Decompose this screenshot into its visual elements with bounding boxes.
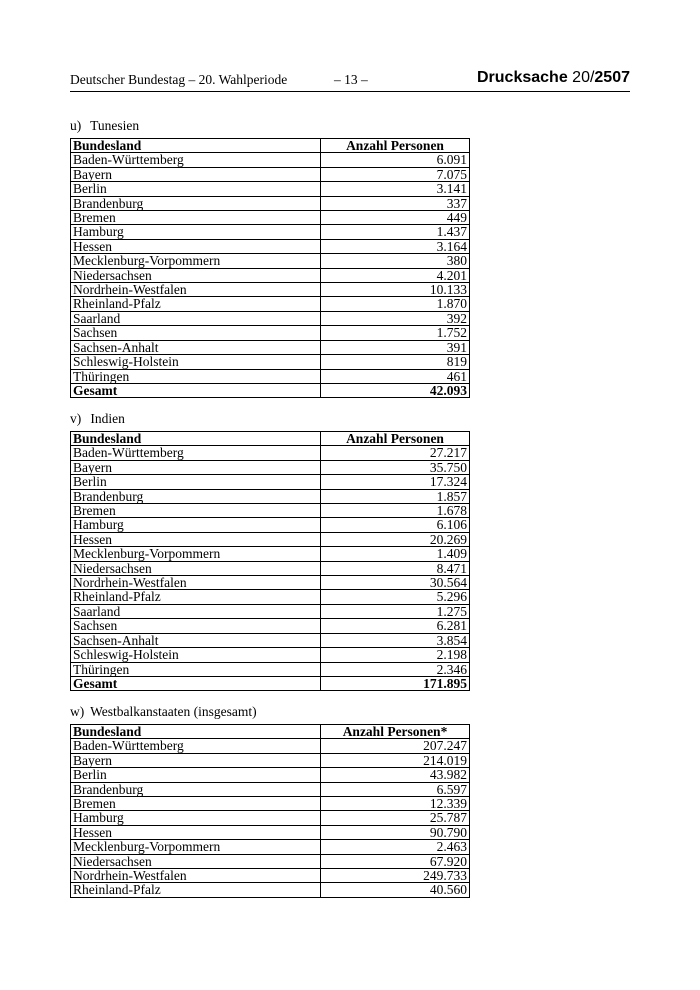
state-name-cell: Thüringen <box>71 662 321 676</box>
header-doc-label: Drucksache <box>477 69 568 86</box>
table-row <box>71 311 470 325</box>
count-cell: 249.733 <box>321 869 470 883</box>
section-country: Westbalkanstaaten (insgesamt) <box>90 704 257 719</box>
table-row <box>71 182 470 196</box>
state-name-cell: Thüringen <box>71 369 321 383</box>
state-name-cell: Bremen <box>71 504 321 518</box>
count-cell: 337 <box>321 196 470 210</box>
state-name-cell: Rheinland-Pfalz <box>71 297 321 311</box>
count-cell: 6.597 <box>321 782 470 796</box>
table-row <box>71 196 470 210</box>
total-row <box>71 383 470 397</box>
column-header-state: Bundesland <box>71 139 321 153</box>
table-row <box>71 460 470 474</box>
column-header-state: Bundesland <box>71 725 321 739</box>
table-row <box>71 340 470 354</box>
page-header <box>70 69 630 92</box>
column-header-count: Anzahl Personen <box>321 139 470 153</box>
table-row <box>71 662 470 676</box>
table-row <box>71 355 470 369</box>
state-name-cell: Baden-Württemberg <box>71 153 321 167</box>
section-title <box>70 411 470 431</box>
state-name-cell: Sachsen <box>71 619 321 633</box>
count-cell: 67.920 <box>321 854 470 868</box>
count-cell: 214.019 <box>321 753 470 767</box>
data-table <box>70 431 470 691</box>
state-name-cell: Bremen <box>71 797 321 811</box>
section-letter: u) <box>70 118 82 133</box>
count-cell: 1.437 <box>321 225 470 239</box>
count-cell: 380 <box>321 254 470 268</box>
table-row <box>71 475 470 489</box>
section-indien <box>70 411 470 691</box>
column-header-count: Anzahl Personen* <box>321 725 470 739</box>
state-name-cell: Sachsen-Anhalt <box>71 340 321 354</box>
section-tunesien <box>70 118 470 398</box>
header-doc-period: 20/ <box>567 69 595 86</box>
state-name-cell: Niedersachsen <box>71 561 321 575</box>
table-row <box>71 167 470 181</box>
state-name-cell: Baden-Württemberg <box>71 739 321 753</box>
data-table <box>70 138 470 398</box>
state-name-cell: Brandenburg <box>71 196 321 210</box>
total-label: Gesamt <box>71 383 321 397</box>
total-value: 171.895 <box>321 676 470 690</box>
count-cell: 43.982 <box>321 768 470 782</box>
table-row <box>71 225 470 239</box>
state-name-cell: Hamburg <box>71 518 321 532</box>
state-name-cell: Hessen <box>71 239 321 253</box>
state-name-cell: Bayern <box>71 167 321 181</box>
state-name-cell: Hessen <box>71 532 321 546</box>
count-cell: 3.141 <box>321 182 470 196</box>
state-name-cell: Saarland <box>71 311 321 325</box>
state-name-cell: Brandenburg <box>71 489 321 503</box>
header-page-number: – 13 – <box>334 72 368 87</box>
header-doc-number: 2507 <box>594 69 630 86</box>
table-row <box>71 753 470 767</box>
column-header-state: Bundesland <box>71 432 321 446</box>
count-cell: 391 <box>321 340 470 354</box>
state-name-cell: Schleswig-Holstein <box>71 648 321 662</box>
state-name-cell: Baden-Württemberg <box>71 446 321 460</box>
state-name-cell: Niedersachsen <box>71 854 321 868</box>
count-cell: 17.324 <box>321 475 470 489</box>
table-row <box>71 576 470 590</box>
table-row <box>71 547 470 561</box>
count-cell: 6.106 <box>321 518 470 532</box>
header-document-number <box>477 69 630 87</box>
section-title <box>70 118 470 138</box>
table-row <box>71 489 470 503</box>
total-value: 42.093 <box>321 383 470 397</box>
table-row <box>71 604 470 618</box>
table-row <box>71 326 470 340</box>
table-row <box>71 739 470 753</box>
section-country: Tunesien <box>90 118 140 133</box>
table-row <box>71 446 470 460</box>
count-cell: 40.560 <box>321 883 470 897</box>
count-cell: 3.854 <box>321 633 470 647</box>
state-name-cell: Nordrhein-Westfalen <box>71 283 321 297</box>
count-cell: 5.296 <box>321 590 470 604</box>
count-cell: 1.409 <box>321 547 470 561</box>
count-cell: 2.346 <box>321 662 470 676</box>
table-row <box>71 518 470 532</box>
count-cell: 20.269 <box>321 532 470 546</box>
table-row <box>71 619 470 633</box>
table-row <box>71 283 470 297</box>
table-header-row <box>71 725 470 739</box>
state-name-cell: Berlin <box>71 182 321 196</box>
table-row <box>71 840 470 854</box>
count-cell: 25.787 <box>321 811 470 825</box>
count-cell: 12.339 <box>321 797 470 811</box>
state-name-cell: Hamburg <box>71 811 321 825</box>
count-cell: 7.075 <box>321 167 470 181</box>
count-cell: 2.198 <box>321 648 470 662</box>
table-row <box>71 854 470 868</box>
state-name-cell: Brandenburg <box>71 782 321 796</box>
state-name-cell: Sachsen-Anhalt <box>71 633 321 647</box>
count-cell: 2.463 <box>321 840 470 854</box>
state-name-cell: Nordrhein-Westfalen <box>71 576 321 590</box>
table-row <box>71 869 470 883</box>
header-publication: Deutscher Bundestag – 20. Wahlperiode <box>70 72 288 87</box>
count-cell: 1.275 <box>321 604 470 618</box>
count-cell: 6.281 <box>321 619 470 633</box>
table-row <box>71 369 470 383</box>
count-cell: 392 <box>321 311 470 325</box>
state-name-cell: Berlin <box>71 475 321 489</box>
count-cell: 1.870 <box>321 297 470 311</box>
count-cell: 449 <box>321 211 470 225</box>
count-cell: 30.564 <box>321 576 470 590</box>
count-cell: 4.201 <box>321 268 470 282</box>
table-header-row <box>71 432 470 446</box>
state-name-cell: Saarland <box>71 604 321 618</box>
table-row <box>71 648 470 662</box>
table-row <box>71 239 470 253</box>
table-row <box>71 153 470 167</box>
table-row <box>71 297 470 311</box>
table-row <box>71 782 470 796</box>
count-cell: 3.164 <box>321 239 470 253</box>
count-cell: 90.790 <box>321 825 470 839</box>
table-row <box>71 825 470 839</box>
table-header-row <box>71 139 470 153</box>
total-row <box>71 676 470 690</box>
table-row <box>71 883 470 897</box>
table-body <box>71 739 470 897</box>
section-letter: v) <box>70 411 82 426</box>
table-row <box>71 532 470 546</box>
state-name-cell: Rheinland-Pfalz <box>71 590 321 604</box>
state-name-cell: Bayern <box>71 460 321 474</box>
section-westbalkan <box>70 704 470 898</box>
table-row <box>71 504 470 518</box>
count-cell: 1.752 <box>321 326 470 340</box>
count-cell: 1.857 <box>321 489 470 503</box>
section-letter: w) <box>70 704 85 719</box>
table-row <box>71 633 470 647</box>
count-cell: 207.247 <box>321 739 470 753</box>
state-name-cell: Nordrhein-Westfalen <box>71 869 321 883</box>
table-row <box>71 797 470 811</box>
table-row <box>71 811 470 825</box>
table-body <box>71 446 470 691</box>
table-row <box>71 590 470 604</box>
state-name-cell: Hessen <box>71 825 321 839</box>
table-row <box>71 268 470 282</box>
state-name-cell: Mecklenburg-Vorpommern <box>71 254 321 268</box>
column-header-count: Anzahl Personen <box>321 432 470 446</box>
state-name-cell: Hamburg <box>71 225 321 239</box>
state-name-cell: Bremen <box>71 211 321 225</box>
state-name-cell: Mecklenburg-Vorpommern <box>71 840 321 854</box>
count-cell: 10.133 <box>321 283 470 297</box>
count-cell: 1.678 <box>321 504 470 518</box>
state-name-cell: Bayern <box>71 753 321 767</box>
table-row <box>71 211 470 225</box>
count-cell: 27.217 <box>321 446 470 460</box>
state-name-cell: Mecklenburg-Vorpommern <box>71 547 321 561</box>
section-title <box>70 704 470 724</box>
table-body <box>71 153 470 398</box>
count-cell: 6.091 <box>321 153 470 167</box>
table-row <box>71 768 470 782</box>
state-name-cell: Rheinland-Pfalz <box>71 883 321 897</box>
total-label: Gesamt <box>71 676 321 690</box>
data-table <box>70 724 470 898</box>
count-cell: 8.471 <box>321 561 470 575</box>
count-cell: 461 <box>321 369 470 383</box>
state-name-cell: Sachsen <box>71 326 321 340</box>
state-name-cell: Niedersachsen <box>71 268 321 282</box>
state-name-cell: Berlin <box>71 768 321 782</box>
count-cell: 819 <box>321 355 470 369</box>
table-row <box>71 561 470 575</box>
section-country: Indien <box>90 411 125 426</box>
state-name-cell: Schleswig-Holstein <box>71 355 321 369</box>
table-row <box>71 254 470 268</box>
count-cell: 35.750 <box>321 460 470 474</box>
